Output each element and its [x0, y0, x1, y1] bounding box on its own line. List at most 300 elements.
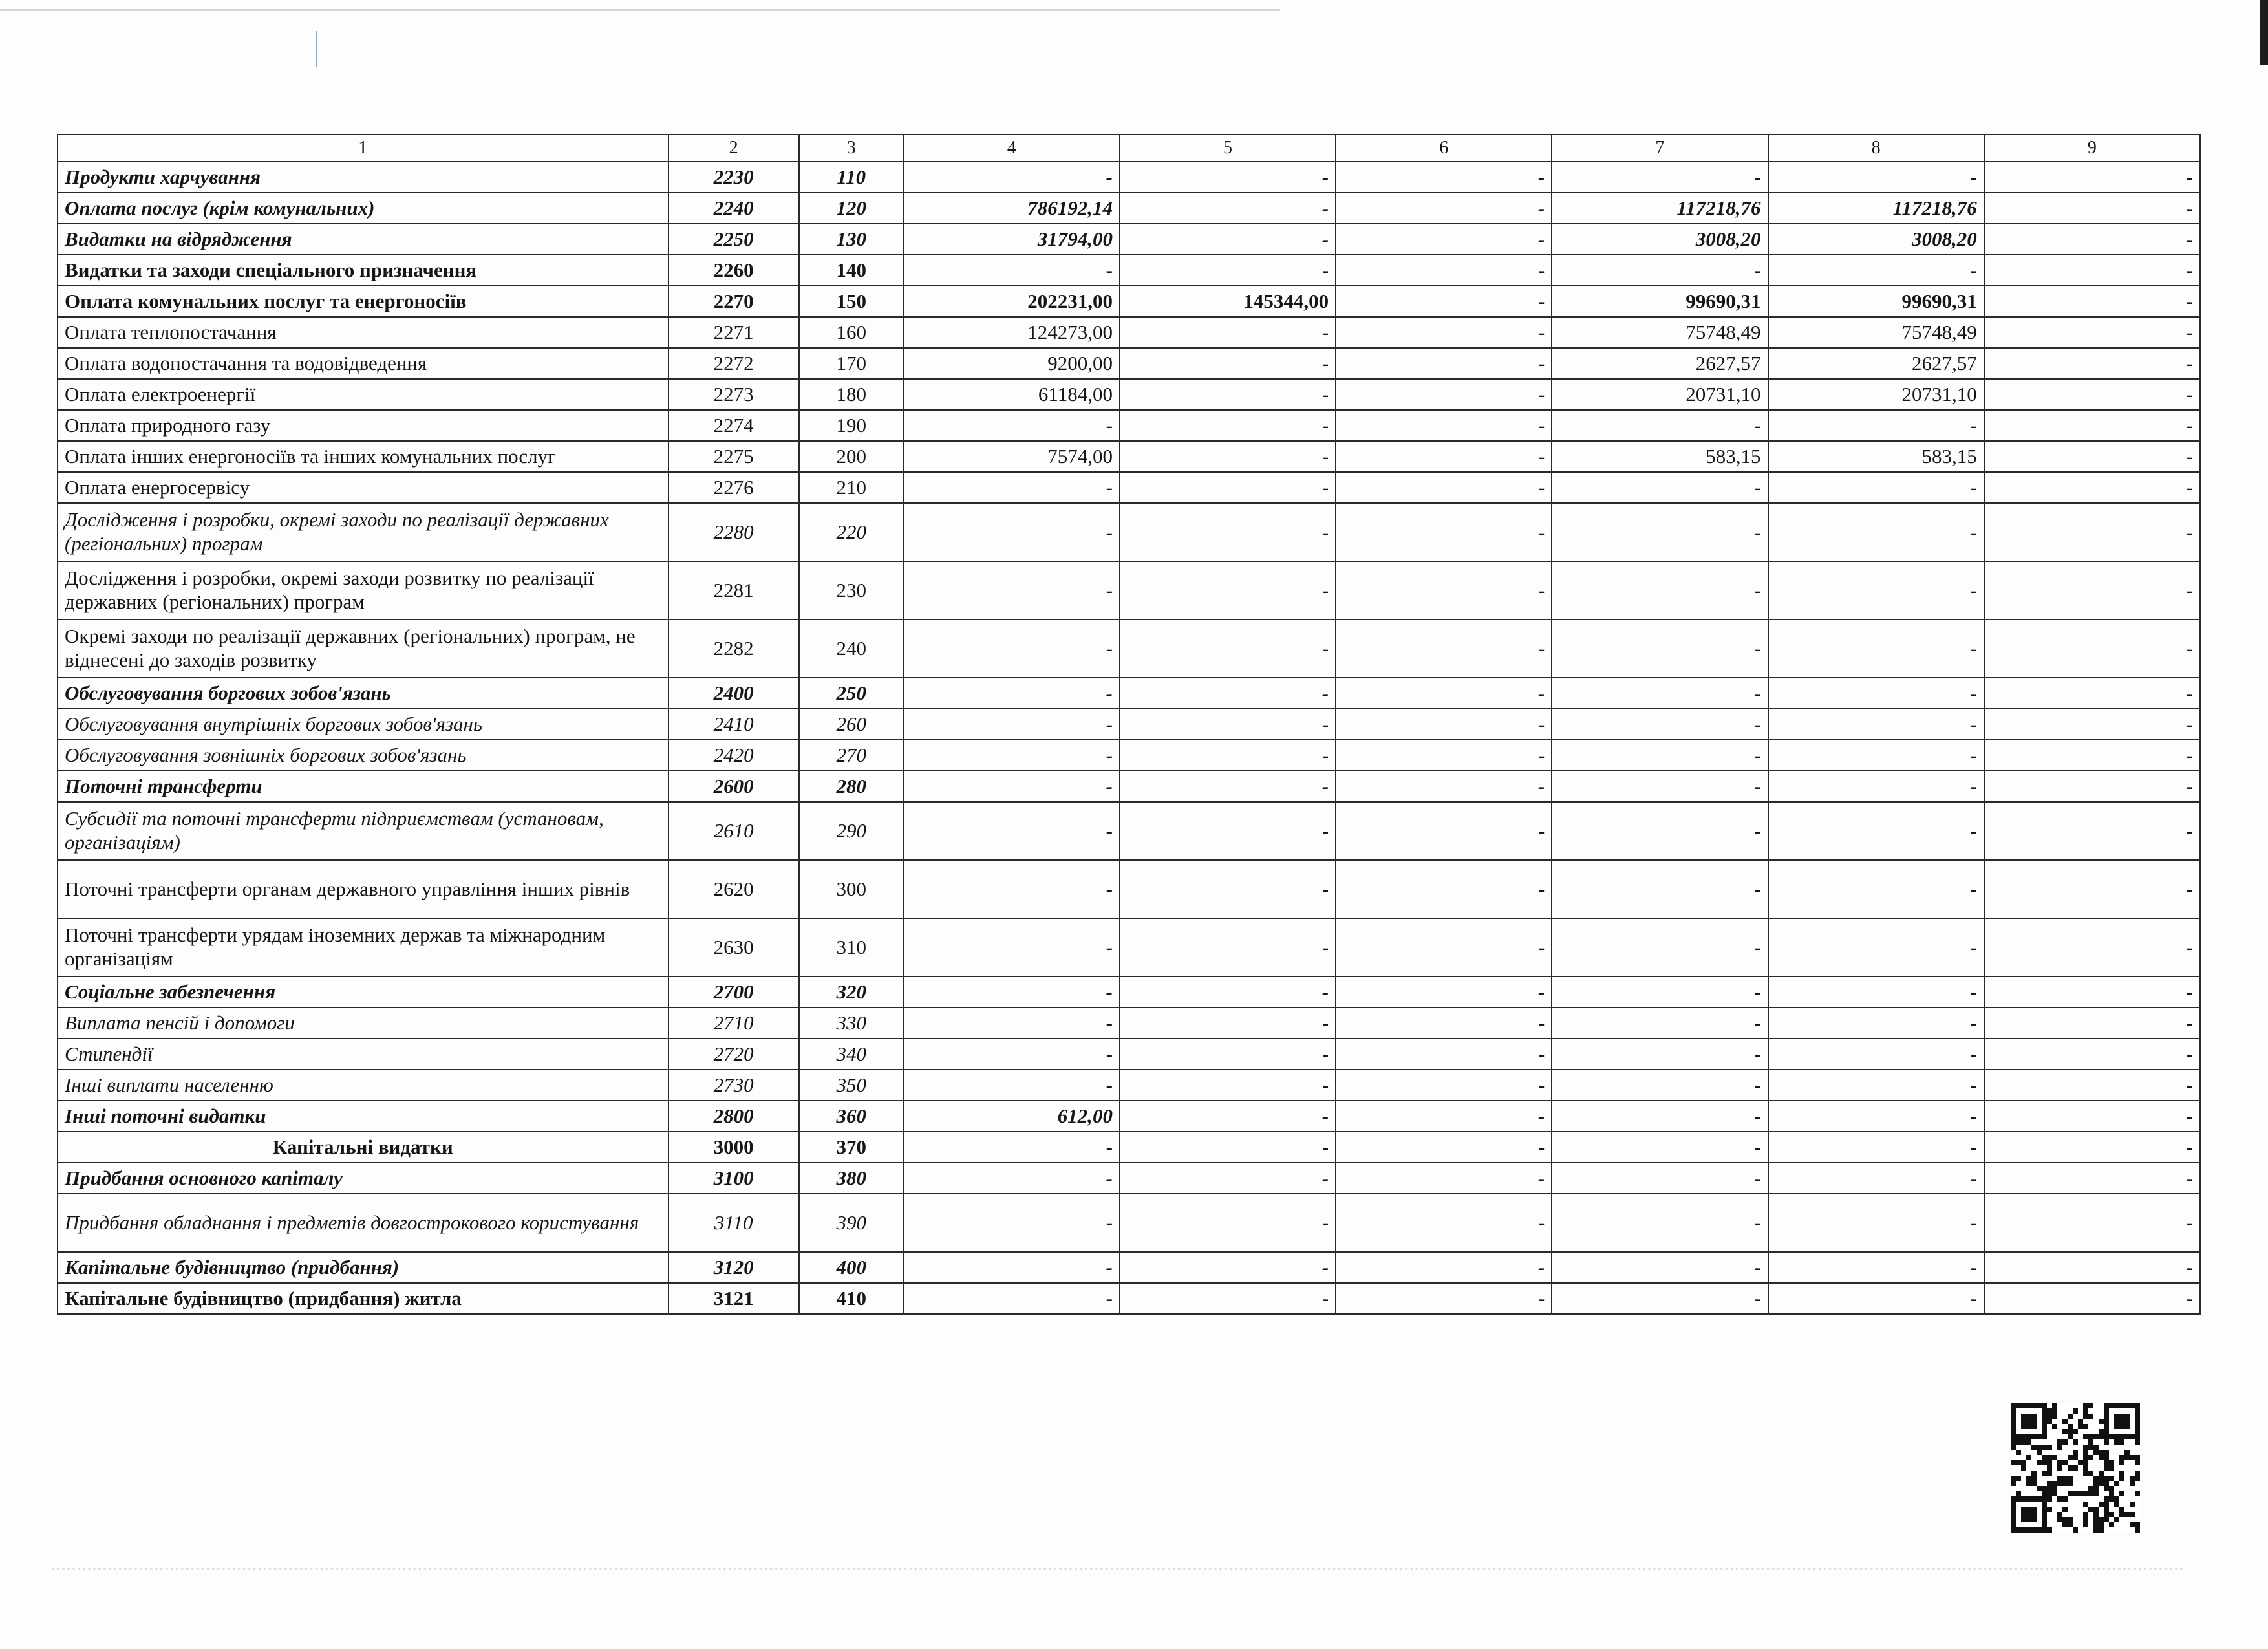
- cell-value: -: [1768, 1194, 1984, 1252]
- cell-value: -: [1336, 193, 1552, 224]
- row-line-code: 180: [799, 379, 904, 410]
- row-line-code: 260: [799, 709, 904, 740]
- row-label: Придбання основного капіталу: [58, 1163, 669, 1194]
- table-row: [58, 379, 2200, 410]
- cell-value: 31794,00: [904, 224, 1120, 255]
- row-kekv-code: 2600: [669, 771, 799, 802]
- cell-value: -: [1552, 976, 1768, 1008]
- row-kekv-code: 2630: [669, 918, 799, 976]
- cell-value: -: [1552, 1070, 1768, 1101]
- row-kekv-code: 2800: [669, 1101, 799, 1132]
- cell-value: -: [1768, 860, 1984, 918]
- row-label: Поточні трансферти: [58, 771, 669, 802]
- cell-value: -: [1552, 1194, 1768, 1252]
- cell-value: -: [904, 1194, 1120, 1252]
- cell-value: -: [1984, 678, 2200, 709]
- cell-value: -: [1120, 503, 1336, 561]
- cell-value: -: [1768, 976, 1984, 1008]
- cell-value: -: [1552, 709, 1768, 740]
- row-label: Поточні трансферти органам державного управління інших рівнів: [58, 860, 669, 918]
- cell-value: -: [1984, 410, 2200, 441]
- cell-value: -: [1120, 1163, 1336, 1194]
- cell-value: -: [1984, 1039, 2200, 1070]
- table-row: [58, 1283, 2200, 1314]
- row-label: Інші виплати населенню: [58, 1070, 669, 1101]
- cell-value: -: [1552, 771, 1768, 802]
- cell-value: -: [1768, 1101, 1984, 1132]
- row-label: Субсидії та поточні трансферти підприємствам (установам, організаціям): [58, 802, 669, 860]
- row-line-code: 190: [799, 410, 904, 441]
- table-row: [58, 193, 2200, 224]
- cell-value: 117218,76: [1768, 193, 1984, 224]
- column-number: 1: [58, 135, 669, 162]
- cell-value: -: [1984, 561, 2200, 620]
- row-label: Оплата електроенергії: [58, 379, 669, 410]
- cell-value: -: [1336, 1252, 1552, 1283]
- cell-value: -: [1336, 802, 1552, 860]
- cell-value: -: [1984, 224, 2200, 255]
- scan-edge-right: [2260, 0, 2268, 65]
- cell-value: -: [1984, 1283, 2200, 1314]
- row-kekv-code: 3100: [669, 1163, 799, 1194]
- table-row: [58, 1008, 2200, 1039]
- cell-value: -: [904, 1252, 1120, 1283]
- table-row: [58, 1132, 2200, 1163]
- cell-value: -: [1336, 1132, 1552, 1163]
- cell-value: -: [1336, 1008, 1552, 1039]
- cell-value: -: [1120, 162, 1336, 193]
- cell-value: -: [1768, 709, 1984, 740]
- cell-value: -: [1336, 1163, 1552, 1194]
- row-line-code: 240: [799, 620, 904, 678]
- cell-value: -: [1984, 379, 2200, 410]
- cell-value: -: [1768, 503, 1984, 561]
- cell-value: -: [904, 410, 1120, 441]
- column-number: 7: [1552, 135, 1768, 162]
- cell-value: -: [1768, 162, 1984, 193]
- cell-value: -: [1984, 976, 2200, 1008]
- cell-value: -: [904, 802, 1120, 860]
- cell-value: -: [1120, 561, 1336, 620]
- row-label: Окремі заходи по реалізації державних (регіональних) програм, не віднесені до заходів розвитку: [58, 620, 669, 678]
- cell-value: -: [1120, 1194, 1336, 1252]
- cell-value: -: [1336, 472, 1552, 503]
- cell-value: -: [1552, 1008, 1768, 1039]
- cell-value: -: [1336, 860, 1552, 918]
- column-number: 9: [1984, 135, 2200, 162]
- qr-code: [2011, 1403, 2140, 1533]
- cell-value: -: [1984, 1101, 2200, 1132]
- cell-value: -: [1552, 802, 1768, 860]
- cell-value: -: [1768, 918, 1984, 976]
- table-body: [58, 135, 2200, 1314]
- row-line-code: 150: [799, 286, 904, 317]
- row-kekv-code: 2272: [669, 348, 799, 379]
- column-number: 5: [1120, 135, 1336, 162]
- row-kekv-code: 2250: [669, 224, 799, 255]
- row-kekv-code: 2420: [669, 740, 799, 771]
- cell-value: -: [1120, 1008, 1336, 1039]
- cell-value: -: [1768, 1132, 1984, 1163]
- table-row: [58, 286, 2200, 317]
- cell-value: -: [1120, 860, 1336, 918]
- cell-value: -: [904, 503, 1120, 561]
- table-row: [58, 224, 2200, 255]
- row-kekv-code: 2410: [669, 709, 799, 740]
- cell-value: -: [904, 255, 1120, 286]
- row-kekv-code: 3000: [669, 1132, 799, 1163]
- cell-value: -: [1336, 1101, 1552, 1132]
- cell-value: -: [1120, 317, 1336, 348]
- cell-value: -: [1768, 802, 1984, 860]
- row-label: Оплата природного газу: [58, 410, 669, 441]
- cell-value: 9200,00: [904, 348, 1120, 379]
- cell-value: -: [904, 771, 1120, 802]
- row-label: Дослідження і розробки, окремі заходи розвитку по реалізації державних (регіональних) програм: [58, 561, 669, 620]
- cell-value: -: [1336, 286, 1552, 317]
- cell-value: -: [904, 918, 1120, 976]
- expenditure-table: [57, 134, 2201, 1315]
- row-kekv-code: 2730: [669, 1070, 799, 1101]
- row-label: Оплата комунальних послуг та енергоносіїв: [58, 286, 669, 317]
- cell-value: -: [1552, 918, 1768, 976]
- table-row: [58, 709, 2200, 740]
- cell-value: 124273,00: [904, 317, 1120, 348]
- cell-value: -: [1768, 255, 1984, 286]
- row-label: Оплата послуг (крім комунальних): [58, 193, 669, 224]
- cell-value: -: [1120, 678, 1336, 709]
- cell-value: -: [1120, 620, 1336, 678]
- table-row: [58, 561, 2200, 620]
- cell-value: 145344,00: [1120, 286, 1336, 317]
- row-kekv-code: 2276: [669, 472, 799, 503]
- cell-value: -: [1336, 678, 1552, 709]
- cell-value: -: [1552, 503, 1768, 561]
- cell-value: -: [1984, 771, 2200, 802]
- row-kekv-code: 2400: [669, 678, 799, 709]
- cell-value: -: [1768, 1283, 1984, 1314]
- cell-value: -: [1552, 860, 1768, 918]
- cell-value: -: [1336, 1070, 1552, 1101]
- cell-value: 3008,20: [1552, 224, 1768, 255]
- row-kekv-code: 2710: [669, 1008, 799, 1039]
- cell-value: -: [1984, 441, 2200, 472]
- row-line-code: 110: [799, 162, 904, 193]
- cell-value: -: [1120, 1070, 1336, 1101]
- row-label: Обслуговування зовнішніх боргових зобов'язань: [58, 740, 669, 771]
- row-label: Видатки на відрядження: [58, 224, 669, 255]
- row-line-code: 250: [799, 678, 904, 709]
- row-line-code: 210: [799, 472, 904, 503]
- table-row: [58, 678, 2200, 709]
- column-number: 2: [669, 135, 799, 162]
- cell-value: 99690,31: [1768, 286, 1984, 317]
- cell-value: -: [1120, 472, 1336, 503]
- row-line-code: 360: [799, 1101, 904, 1132]
- cell-value: -: [1768, 561, 1984, 620]
- cell-value: 786192,14: [904, 193, 1120, 224]
- cell-value: -: [1552, 472, 1768, 503]
- column-number: 8: [1768, 135, 1984, 162]
- table-row: [58, 503, 2200, 561]
- cell-value: -: [1336, 709, 1552, 740]
- cell-value: 2627,57: [1552, 348, 1768, 379]
- table-row: [58, 348, 2200, 379]
- table-row: [58, 620, 2200, 678]
- cell-value: 117218,76: [1552, 193, 1768, 224]
- row-line-code: 120: [799, 193, 904, 224]
- cell-value: -: [1336, 348, 1552, 379]
- cell-value: -: [1120, 379, 1336, 410]
- row-line-code: 340: [799, 1039, 904, 1070]
- cell-value: -: [1552, 410, 1768, 441]
- row-kekv-code: 3120: [669, 1252, 799, 1283]
- cell-value: -: [1984, 709, 2200, 740]
- table-row: [58, 472, 2200, 503]
- cell-value: 202231,00: [904, 286, 1120, 317]
- cell-value: -: [1984, 1194, 2200, 1252]
- cell-value: -: [1984, 193, 2200, 224]
- cell-value: -: [1768, 472, 1984, 503]
- cell-value: 583,15: [1552, 441, 1768, 472]
- table-row: [58, 918, 2200, 976]
- row-kekv-code: 2270: [669, 286, 799, 317]
- row-label: Оплата теплопостачання: [58, 317, 669, 348]
- row-kekv-code: 2620: [669, 860, 799, 918]
- cell-value: -: [904, 1283, 1120, 1314]
- cell-value: -: [1552, 740, 1768, 771]
- cell-value: -: [1336, 410, 1552, 441]
- cell-value: -: [1768, 1163, 1984, 1194]
- cell-value: -: [1120, 771, 1336, 802]
- table-row: [58, 976, 2200, 1008]
- cell-value: 7574,00: [904, 441, 1120, 472]
- cell-value: -: [1552, 162, 1768, 193]
- cell-value: -: [1984, 348, 2200, 379]
- cell-value: -: [1336, 620, 1552, 678]
- cell-value: -: [1984, 1163, 2200, 1194]
- table-row: [58, 1194, 2200, 1252]
- cell-value: -: [1336, 255, 1552, 286]
- row-line-code: 200: [799, 441, 904, 472]
- row-label: Обслуговування боргових зобов'язань: [58, 678, 669, 709]
- cell-value: -: [1768, 620, 1984, 678]
- cell-value: -: [1984, 286, 2200, 317]
- row-line-code: 280: [799, 771, 904, 802]
- cell-value: -: [1120, 348, 1336, 379]
- cell-value: -: [1120, 1283, 1336, 1314]
- row-line-code: 380: [799, 1163, 904, 1194]
- row-line-code: 320: [799, 976, 904, 1008]
- cell-value: -: [904, 740, 1120, 771]
- cell-value: -: [1120, 224, 1336, 255]
- cell-value: 2627,57: [1768, 348, 1984, 379]
- table-row: [58, 255, 2200, 286]
- cell-value: -: [1984, 472, 2200, 503]
- cell-value: -: [1984, 918, 2200, 976]
- table-row: [58, 860, 2200, 918]
- row-label: Капітальні видатки: [58, 1132, 669, 1163]
- table-row: [58, 1252, 2200, 1283]
- cell-value: -: [1336, 740, 1552, 771]
- row-label: Стипендії: [58, 1039, 669, 1070]
- table-row: [58, 441, 2200, 472]
- cell-value: -: [1984, 317, 2200, 348]
- cell-value: -: [1984, 162, 2200, 193]
- scan-pen-mark: [316, 31, 317, 67]
- cell-value: -: [1336, 1039, 1552, 1070]
- table-row: [58, 317, 2200, 348]
- row-line-code: 130: [799, 224, 904, 255]
- cell-value: -: [1768, 1070, 1984, 1101]
- cell-value: -: [1552, 1163, 1768, 1194]
- row-label: Обслуговування внутрішніх боргових зобов'язань: [58, 709, 669, 740]
- cell-value: -: [1336, 1283, 1552, 1314]
- cell-value: 75748,49: [1768, 317, 1984, 348]
- cell-value: -: [1336, 503, 1552, 561]
- table-row: [58, 162, 2200, 193]
- row-kekv-code: 2282: [669, 620, 799, 678]
- row-kekv-code: 2281: [669, 561, 799, 620]
- cell-value: -: [1120, 918, 1336, 976]
- row-label: Видатки та заходи спеціального призначення: [58, 255, 669, 286]
- cell-value: -: [1336, 379, 1552, 410]
- row-kekv-code: 2275: [669, 441, 799, 472]
- row-line-code: 370: [799, 1132, 904, 1163]
- table-row: [58, 1070, 2200, 1101]
- cell-value: -: [1984, 1070, 2200, 1101]
- cell-value: -: [1552, 620, 1768, 678]
- cell-value: -: [1552, 1101, 1768, 1132]
- cell-value: 61184,00: [904, 379, 1120, 410]
- row-kekv-code: 3110: [669, 1194, 799, 1252]
- cell-value: -: [1336, 561, 1552, 620]
- cell-value: -: [1768, 1252, 1984, 1283]
- cell-value: -: [1552, 1039, 1768, 1070]
- column-number-header: [58, 135, 2200, 162]
- row-kekv-code: 2230: [669, 162, 799, 193]
- cell-value: -: [904, 620, 1120, 678]
- cell-value: -: [1336, 976, 1552, 1008]
- row-label: Продукти харчування: [58, 162, 669, 193]
- cell-value: -: [904, 678, 1120, 709]
- cell-value: -: [1120, 740, 1336, 771]
- row-label: Оплата енергосервісу: [58, 472, 669, 503]
- cell-value: -: [904, 1163, 1120, 1194]
- cell-value: -: [1336, 1194, 1552, 1252]
- cell-value: -: [1120, 1132, 1336, 1163]
- table-row: [58, 771, 2200, 802]
- row-line-code: 140: [799, 255, 904, 286]
- cell-value: -: [1552, 1252, 1768, 1283]
- cell-value: -: [1768, 740, 1984, 771]
- cell-value: -: [1768, 410, 1984, 441]
- row-label: Виплата пенсій і допомоги: [58, 1008, 669, 1039]
- column-number: 4: [904, 135, 1120, 162]
- column-number: 6: [1336, 135, 1552, 162]
- cell-value: -: [1336, 317, 1552, 348]
- cell-value: -: [1336, 441, 1552, 472]
- table-row: [58, 1039, 2200, 1070]
- column-number: 3: [799, 135, 904, 162]
- cell-value: -: [1120, 1101, 1336, 1132]
- cell-value: -: [1984, 802, 2200, 860]
- cell-value: -: [904, 976, 1120, 1008]
- row-line-code: 230: [799, 561, 904, 620]
- cell-value: -: [1768, 678, 1984, 709]
- cell-value: -: [1768, 771, 1984, 802]
- cell-value: -: [1120, 193, 1336, 224]
- scan-edge-top: [0, 9, 1280, 11]
- cell-value: 20731,10: [1552, 379, 1768, 410]
- row-label: Придбання обладнання і предметів довгострокового користування: [58, 1194, 669, 1252]
- row-line-code: 300: [799, 860, 904, 918]
- cell-value: 20731,10: [1768, 379, 1984, 410]
- table-row: [58, 1101, 2200, 1132]
- cell-value: -: [904, 860, 1120, 918]
- row-kekv-code: 2271: [669, 317, 799, 348]
- row-kekv-code: 3121: [669, 1283, 799, 1314]
- table-row: [58, 802, 2200, 860]
- cell-value: -: [1120, 255, 1336, 286]
- cell-value: -: [1984, 740, 2200, 771]
- row-kekv-code: 2260: [669, 255, 799, 286]
- cell-value: -: [1768, 1039, 1984, 1070]
- row-kekv-code: 2274: [669, 410, 799, 441]
- cell-value: -: [1984, 255, 2200, 286]
- row-kekv-code: 2280: [669, 503, 799, 561]
- cell-value: -: [1552, 255, 1768, 286]
- cell-value: -: [1552, 1283, 1768, 1314]
- row-line-code: 410: [799, 1283, 904, 1314]
- row-label: Оплата інших енергоносіїв та інших комунальних послуг: [58, 441, 669, 472]
- row-line-code: 330: [799, 1008, 904, 1039]
- cell-value: -: [1768, 1008, 1984, 1039]
- cell-value: -: [1552, 561, 1768, 620]
- row-line-code: 350: [799, 1070, 904, 1101]
- cell-value: -: [1120, 441, 1336, 472]
- cell-value: -: [1120, 802, 1336, 860]
- row-line-code: 170: [799, 348, 904, 379]
- row-line-code: 390: [799, 1194, 904, 1252]
- cell-value: -: [904, 1132, 1120, 1163]
- cell-value: -: [1336, 162, 1552, 193]
- row-kekv-code: 2720: [669, 1039, 799, 1070]
- cell-value: -: [1984, 1008, 2200, 1039]
- cell-value: -: [1336, 224, 1552, 255]
- table-row: [58, 740, 2200, 771]
- row-kekv-code: 2700: [669, 976, 799, 1008]
- row-label: Дослідження і розробки, окремі заходи по реалізації державних (регіональних) програм: [58, 503, 669, 561]
- row-line-code: 310: [799, 918, 904, 976]
- row-line-code: 270: [799, 740, 904, 771]
- cell-value: -: [1120, 1252, 1336, 1283]
- cell-value: -: [904, 709, 1120, 740]
- cell-value: -: [1552, 678, 1768, 709]
- cell-value: -: [904, 561, 1120, 620]
- cell-value: -: [1120, 976, 1336, 1008]
- row-label: Оплата водопостачання та водовідведення: [58, 348, 669, 379]
- row-label: Поточні трансферти урядам іноземних держав та міжнародним організаціям: [58, 918, 669, 976]
- row-line-code: 400: [799, 1252, 904, 1283]
- cell-value: -: [1984, 860, 2200, 918]
- cell-value: 3008,20: [1768, 224, 1984, 255]
- cell-value: -: [1984, 503, 2200, 561]
- cell-value: -: [1336, 918, 1552, 976]
- cell-value: -: [1120, 410, 1336, 441]
- cell-value: -: [1984, 1132, 2200, 1163]
- cell-value: -: [904, 1008, 1120, 1039]
